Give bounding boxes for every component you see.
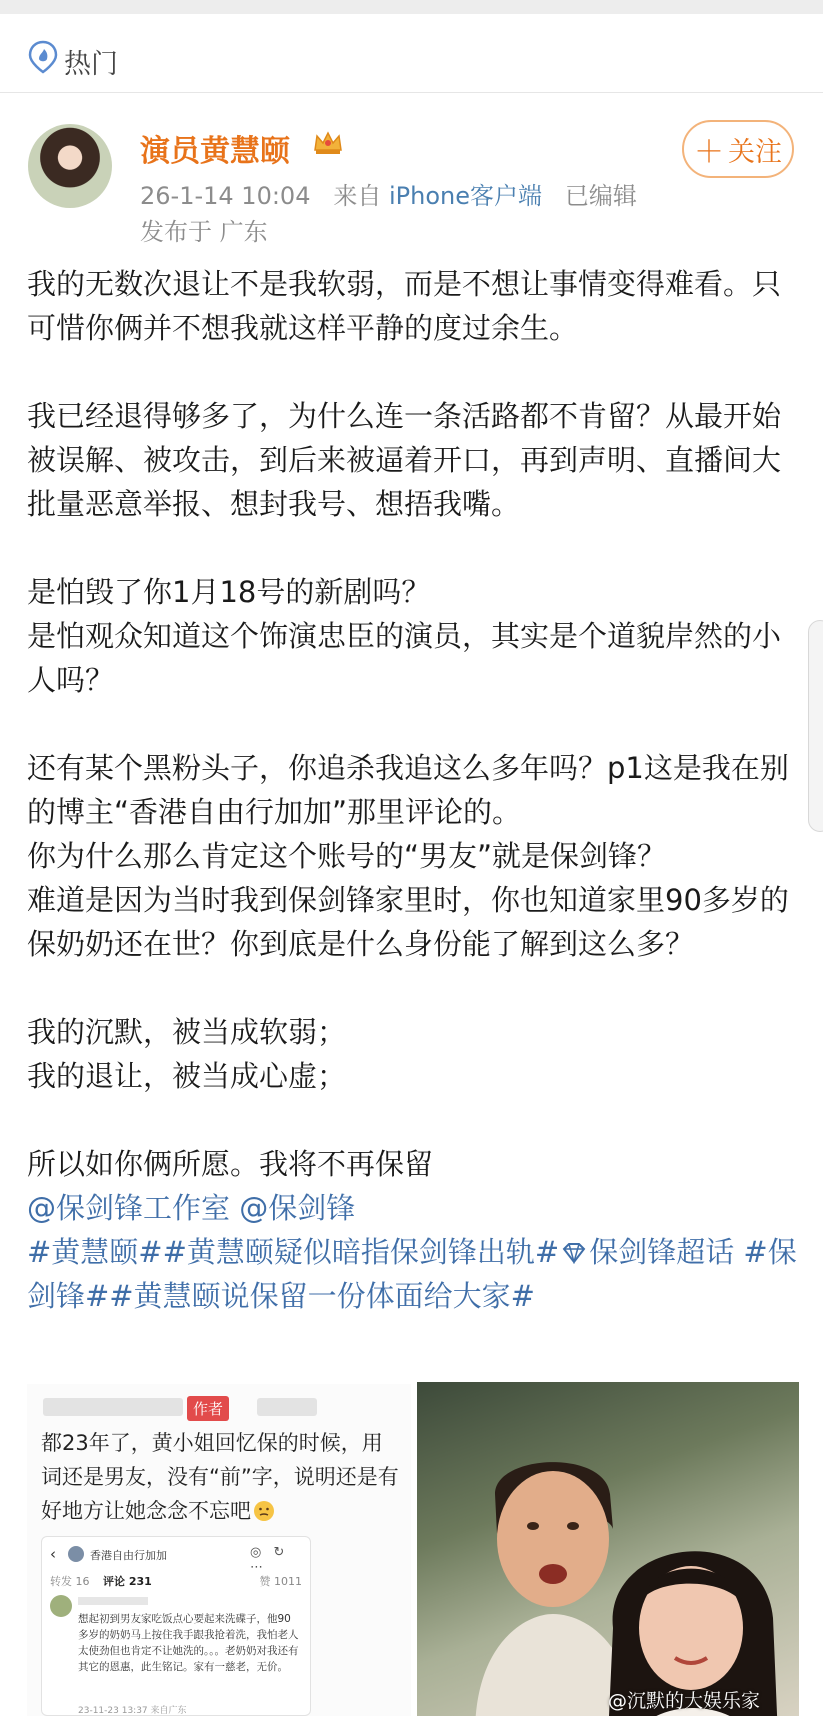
hot-icon bbox=[28, 40, 58, 74]
card-blurred-name bbox=[78, 1597, 148, 1605]
card-avatar bbox=[68, 1546, 84, 1562]
post-image-comment[interactable] bbox=[27, 1384, 411, 1716]
post-timestamp: 26-1-14 10:04 bbox=[140, 182, 311, 210]
card-tab-share: 转发 16 bbox=[50, 1575, 90, 1588]
post-paragraph: 难道是因为当时我到保剑锋家里时，你也知道家里90多岁的保奶奶还在世？你到底是什么身份能了解到这么多？ bbox=[27, 883, 789, 961]
post-paragraph: 我的无数次退让不是我软弱，而是不想让事情变得难看。只可惜你俩并不想我就这样平静的度过余生。 bbox=[27, 267, 782, 345]
post-paragraph: 你为什么那么肯定这个账号的“男友”就是保剑锋？ bbox=[27, 839, 667, 873]
card-comment-avatar bbox=[50, 1595, 72, 1617]
card-tabs bbox=[50, 1573, 302, 1589]
follow-button[interactable] bbox=[682, 120, 794, 178]
post-paragraph: 我的沉默，被当成软弱； bbox=[27, 1015, 347, 1049]
hot-title[interactable]: 热门 bbox=[64, 49, 118, 80]
avatar[interactable] bbox=[28, 124, 112, 208]
card-tab-comments: 评论 231 bbox=[103, 1575, 152, 1588]
side-handle[interactable] bbox=[808, 620, 823, 832]
status-band bbox=[0, 0, 823, 14]
card-title: 香港自由行加加 bbox=[90, 1549, 167, 1562]
follow-label: 关注 bbox=[728, 136, 782, 168]
watermark: @沉默的大娱乐家 bbox=[608, 1690, 761, 1712]
post-paragraph: 我已经退得够多了，为什么连一条活路都不肯留？从最开始被误解、被攻击，到后来被逼着开口，再到声明、直播间大批量恶意举报、想封我号、想捂我嘴。 bbox=[27, 399, 782, 521]
topic-tags[interactable] bbox=[27, 1230, 802, 1318]
blurred-username bbox=[43, 1398, 183, 1416]
post-location: 发布于 广东 bbox=[140, 218, 268, 246]
comment-body: 都23年了，黄小姐回忆保的时候，用词还是男友，没有“前”字，说明还是有好地方让她念念不忘吧 bbox=[41, 1431, 399, 1523]
blurred-meta bbox=[257, 1398, 317, 1416]
mention-links[interactable]: @保剑锋工作室 @保剑锋 bbox=[27, 1191, 356, 1225]
hot-header bbox=[0, 14, 823, 93]
diamond-icon bbox=[561, 1242, 587, 1264]
post-paragraph: 还有某个黑粉头子，你追杀我追这么多年吗？p1这是我在别的博主“香港自由行加加”那里评论的。 bbox=[27, 751, 789, 829]
post-source[interactable]: iPhone客户端 bbox=[389, 182, 543, 210]
author-badge: 作者 bbox=[187, 1396, 229, 1421]
thinking-emoji-icon bbox=[253, 1500, 275, 1522]
card-action-icons: ◎ ↻ ⋯ bbox=[250, 1545, 289, 1575]
back-icon: ‹ bbox=[50, 1545, 56, 1563]
post-meta bbox=[140, 176, 637, 211]
crown-icon bbox=[312, 128, 344, 158]
embedded-screenshot bbox=[41, 1536, 311, 1716]
comment-header bbox=[35, 1396, 395, 1418]
plus-icon: ＋ bbox=[694, 135, 724, 170]
supertopic-links[interactable]: 保剑锋超话 #保剑锋##黄慧颐说保留一份体面给大家# bbox=[27, 1235, 797, 1313]
post-paragraph: 我的退让，被当成心虚； bbox=[27, 1059, 347, 1093]
card-tab-likes: 赞 1011 bbox=[259, 1575, 302, 1588]
card-comment-footer: 23-11-23 13:37 来自广东 bbox=[78, 1706, 187, 1716]
post-image-photo[interactable] bbox=[417, 1382, 799, 1716]
comment-text bbox=[41, 1426, 401, 1528]
edited-label[interactable]: 已编辑 bbox=[564, 182, 637, 210]
photo-woman bbox=[593, 1508, 793, 1716]
hashtag-links[interactable]: #黄慧颐##黄慧颐疑似暗指保剑锋出轨# bbox=[27, 1235, 560, 1269]
post-paragraph: 是怕观众知道这个饰演忠臣的演员，其实是个道貌岸然的小人吗？ bbox=[27, 619, 782, 697]
author-name[interactable]: 演员黄慧颐 bbox=[140, 134, 290, 169]
post-paragraph: 所以如你俩所愿。我将不再保留 bbox=[27, 1147, 434, 1181]
source-prefix: 来自 bbox=[333, 182, 382, 210]
card-comment-text: 想起初到男友家吃饭点心要起来洗碟子，他90多岁的奶奶马上按住我手跟我抢着洗，我怕老人太使劲但也肯定不让她洗的。。。老奶奶对我还有其它的恩惠，此生铭记。家有一慈老，无价。 bbox=[78, 1613, 299, 1673]
post-paragraph: 是怕毁了你1月18号的新剧吗？ bbox=[27, 575, 431, 609]
post-body bbox=[27, 262, 802, 1318]
